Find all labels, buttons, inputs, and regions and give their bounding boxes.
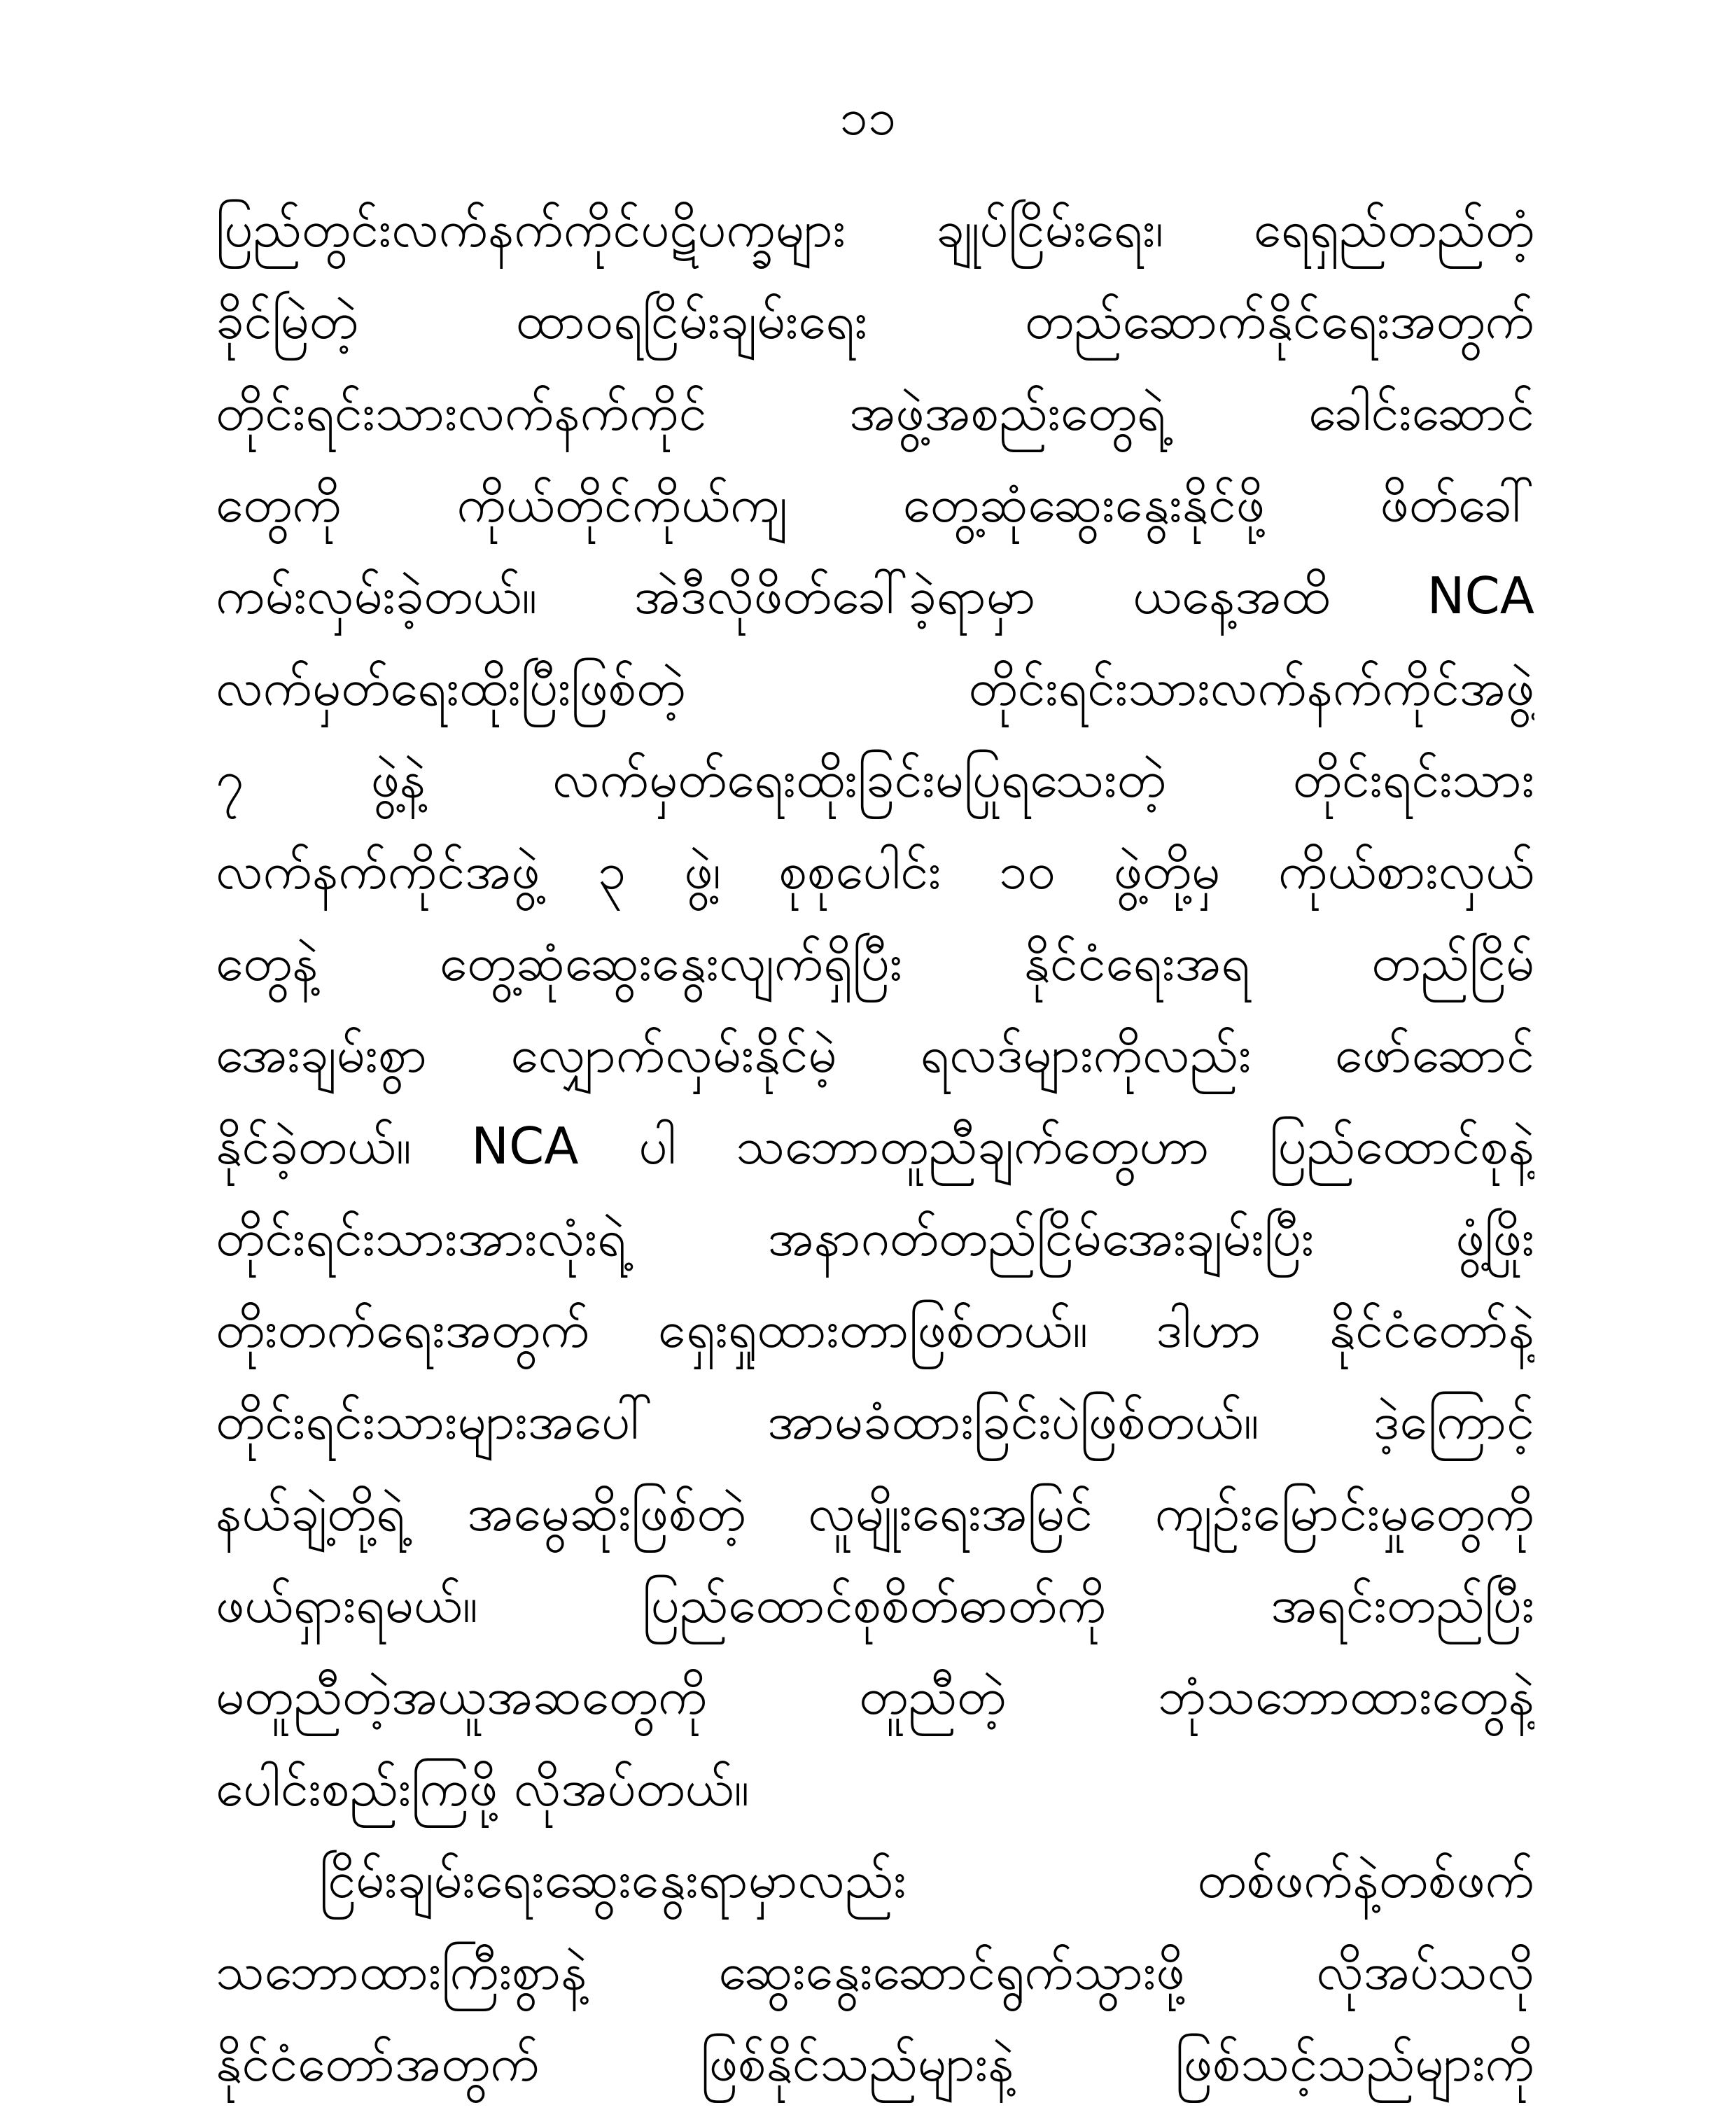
text-line: သဘောထားကြီးစွာနဲ့ ဆွေးနွေးဆောင်ရွက်သွားဖို့ လိုအပ်သလို xyxy=(216,1942,1534,2001)
body-text xyxy=(216,183,1534,2109)
text-line: အေးချမ်းစွာ လျှောက်လှမ်းနိုင်မဲ့ ရလဒ်များကိုလည်း ဖော်ဆောင် xyxy=(216,1025,1534,1084)
text-line: ပြည်တွင်းလက်နက်ကိုင်ပဋိပက္ခများ ချုပ်ငြိမ်းရေး၊ ရေရှည်တည်တံ့ xyxy=(216,200,1534,258)
text-line: တိုင်းရင်းသားအားလုံးရဲ့ အနာဂတ်တည်ငြိမ်အေးချမ်းပြီး ဖွံ့ဖြိုး xyxy=(216,1208,1534,1267)
text-line: နယ်ချဲ့တို့ရဲ့ အမွေဆိုးဖြစ်တဲ့ လူမျိုးရေးအမြင် ကျဉ်းမြောင်းမှုတွေကို xyxy=(216,1483,1534,1542)
text-line: နိုင်ငံတော်အတွက် ဖြစ်နိုင်သည်များနဲ့ ဖြစ်သင့်သည်များကို xyxy=(216,2034,1534,2092)
paragraph-2 xyxy=(216,1834,1534,2109)
text-line: ခိုင်မြဲတဲ့ ထာဝရငြိမ်းချမ်းရေး တည်ဆောက်နိုင်ရေးအတွက် xyxy=(216,291,1534,350)
text-line: ငြိမ်းချမ်းရေးဆွေးနွေးရာမှာလည်း တစ်ဖက်နဲ့တစ်ဖက် xyxy=(319,1850,1534,1909)
page-number: ၁၁ xyxy=(839,88,897,146)
text-line: ဖယ်ရှားရမယ်။ ပြည်ထောင်စုစိတ်ဓာတ်ကို အရင်းတည်ပြီး xyxy=(216,1575,1534,1634)
text-line: တိုင်းရင်းသားများအပေါ် အာမခံထားခြင်းပဲဖြစ်တယ်။ ဒဲ့ကြောင့် xyxy=(216,1392,1534,1451)
text-line: တိုးတက်ရေးအတွက် ရှေးရှုထားတာဖြစ်တယ်။ ဒါဟာ နိုင်ငံတော်နဲ့ xyxy=(216,1300,1534,1359)
text-line: ၇ ဖွဲ့နဲ့ လက်မှတ်ရေးထိုးခြင်းမပြုရသေးတဲ့ တိုင်းရင်းသား xyxy=(216,750,1534,809)
text-line: မတူညီတဲ့အယူအဆတွေကို တူညီတဲ့ ဘုံသဘောထားတွေနဲ့ xyxy=(216,1667,1534,1726)
text-line: တိုင်းရင်းသားလက်နက်ကိုင် အဖွဲ့အစည်းတွေရဲ့ ခေါင်းဆောင် xyxy=(216,383,1534,442)
text-line: နိုင်ခဲ့တယ်။ NCA ပါ သဘောတူညီချက်တွေဟာ ပြည်ထောင်စုနဲ့ xyxy=(216,1117,1534,1175)
text-line: လက်မှတ်ရေးထိုးပြီးဖြစ်တဲ့ တိုင်းရင်းသားလက်နက်ကိုင်အဖွဲ့ xyxy=(216,658,1534,717)
text-line: ပေါင်းစည်းကြဖို့ လိုအပ်တယ်။ xyxy=(216,1759,750,1817)
text-line: တွေကို ကိုယ်တိုင်ကိုယ်ကျ တွေ့ဆုံဆွေးနွေးနိုင်ဖို့ ဖိတ်ခေါ် xyxy=(216,475,1534,533)
text-line: တွေနဲ့ တွေ့ဆုံဆွေးနွေးလျက်ရှိပြီး နိုင်ငံရေးအရ တည်ငြိမ် xyxy=(216,933,1534,992)
paragraph-1 xyxy=(216,183,1534,1834)
text-line: ကမ်းလှမ်းခဲ့တယ်။ အဲဒီလိုဖိတ်ခေါ်ခဲ့ရာမှာ ယနေ့အထိ NCA xyxy=(216,566,1534,625)
text-line: လက်နက်ကိုင်အဖွဲ့ ၃ ဖွဲ့၊ စုစုပေါင်း ၁၀ ဖွဲ့တို့မှ ကိုယ်စားလှယ် xyxy=(216,841,1534,900)
